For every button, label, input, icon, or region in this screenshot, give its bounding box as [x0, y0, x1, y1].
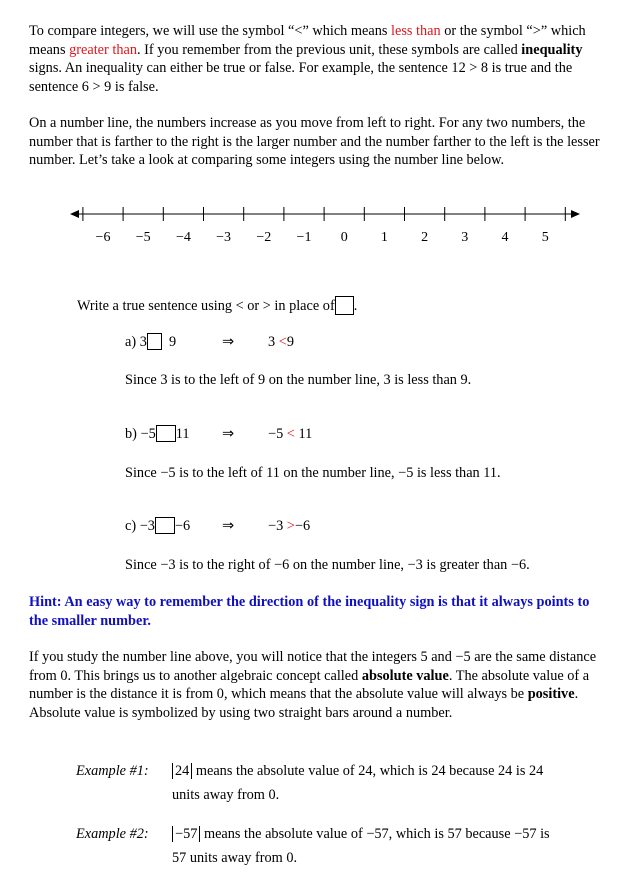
- instruction-text: Write a true sentence using < or > in place of: [77, 298, 335, 314]
- absolute-value-paragraph: [29, 648, 601, 722]
- intro-text-4: signs. An inequality can either be true or false. For example, the sentence 12 > 8 is true and the sentence 6 > 9 is false.: [29, 60, 573, 95]
- number-line-label: 2: [421, 230, 429, 245]
- number-line-label: 1: [380, 230, 388, 245]
- intro-text-2: or the symbol “>” which means: [29, 23, 586, 58]
- example-b-answer-left: −5: [268, 426, 284, 442]
- example-b-label: b): [125, 426, 137, 442]
- example-b-answer-sign: <: [286, 426, 295, 442]
- example-a-answer-right: 9: [286, 334, 294, 350]
- absolute-text-1: If you study the number line above, you will notice that the integers 5 and −5 are the same distance from 0. This brings us to another algebraic concept called: [29, 649, 597, 684]
- example-c-explanation: Since −3 is to the right of −6 on the number line, −3 is greater than −6.: [125, 557, 530, 573]
- example-a-answer-left: 3: [268, 334, 276, 350]
- example-b-explanation: Since −5 is to the left of 11 on the number line, −5 is less than 11.: [125, 465, 501, 481]
- absolute-text-3: . Absolute value is symbolized by using two straight bars around a number.: [29, 686, 579, 721]
- hint-text: Hint: An easy way to remember the direction of the inequality sign is that it always points to the smaller number.: [29, 594, 590, 629]
- example-b-right: 11: [175, 426, 190, 442]
- number-line-label: −6: [95, 230, 111, 245]
- number-line: [70, 202, 582, 246]
- instruction-line: [77, 296, 357, 315]
- positive-term: positive: [527, 686, 575, 703]
- example-a-label: a): [125, 334, 137, 350]
- example-a-arrow: ⇒: [222, 334, 234, 350]
- number-line-paragraph: On a number line, the numbers increase as you move from left to right. For any two numbers, the number that is farther to the right is the larger number and the number farther to the left is the lesser number. Let’s take a look at comparing some integers using the number line below.: [29, 115, 600, 169]
- example-a-explanation: Since 3 is to the left of 9 on the number line, 3 is less than 9.: [125, 372, 472, 388]
- example-c-arrow: ⇒: [222, 518, 234, 534]
- intro-paragraph: [29, 22, 601, 96]
- example-c-answer-left: −3: [268, 518, 284, 534]
- example-2-label: Example #2:: [76, 826, 149, 842]
- number-line-label: 4: [501, 230, 509, 245]
- example-c-right: −6: [174, 518, 191, 534]
- right-arrow-head: [571, 210, 580, 218]
- example-1-text: means the absolute value of 24, which is 24 because 24 is 24: [192, 763, 544, 779]
- number-line-label: 3: [461, 230, 469, 245]
- left-arrow-head: [70, 210, 79, 218]
- blank-box: [335, 296, 354, 315]
- example-c-left: −3: [139, 518, 155, 534]
- greater-than-term: greater than: [69, 41, 137, 58]
- inequality-term: inequality: [521, 41, 583, 58]
- example-c-answer: [268, 517, 310, 535]
- intro-text-1: To compare integers, we will use the symbol “<” which means: [29, 23, 392, 39]
- example-2-line-1: [172, 825, 550, 843]
- number-line-label: −2: [256, 230, 272, 245]
- absolute-value-term: absolute value: [361, 667, 449, 684]
- example-1-line-1: [172, 762, 543, 780]
- example-2-text: means the absolute value of −57, which is 57 because −57 is: [200, 826, 550, 842]
- number-line-label: 0: [340, 230, 348, 245]
- example-c-problem: [125, 517, 190, 535]
- example-a-box: [147, 333, 162, 350]
- example-a-right: 9: [169, 334, 177, 350]
- example-a-left: 3: [139, 334, 147, 350]
- number-line-label: −1: [296, 230, 312, 245]
- less-than-term: less than: [391, 23, 441, 39]
- instruction-period: .: [353, 298, 358, 314]
- example-c-label: c): [125, 518, 137, 534]
- example-c-box: [155, 517, 175, 534]
- example-1-absolute-expression: 24: [172, 763, 192, 779]
- absolute-text-2: . The absolute value of a number is the distance it is from 0, which means that the absolute value will always be: [29, 667, 590, 703]
- example-b-answer-right: 11: [298, 426, 313, 442]
- number-line-label: −5: [135, 230, 151, 245]
- example-a-answer: [268, 333, 294, 351]
- example-2-absolute-expression: −57: [172, 826, 200, 842]
- example-c-answer-sign: >: [286, 518, 295, 534]
- example-c-answer-right: −6: [294, 518, 311, 534]
- example-b-arrow: ⇒: [222, 426, 234, 442]
- number-line-label: −4: [175, 230, 191, 245]
- example-b-answer: [268, 425, 312, 443]
- number-line-label: −3: [216, 230, 232, 245]
- example-1-line-2: units away from 0.: [172, 787, 280, 803]
- intro-text-3: . If you remember from the previous unit, these symbols are called: [136, 41, 522, 58]
- example-b-problem: [125, 425, 190, 443]
- example-a-answer-sign: <: [278, 334, 287, 350]
- example-1-label: Example #1:: [76, 763, 149, 779]
- example-b-left: −5: [140, 426, 156, 442]
- number-line-label: 5: [541, 230, 549, 245]
- example-a-problem: [125, 333, 176, 351]
- example-2-line-2: 57 units away from 0.: [172, 850, 298, 866]
- example-b-box: [156, 425, 176, 442]
